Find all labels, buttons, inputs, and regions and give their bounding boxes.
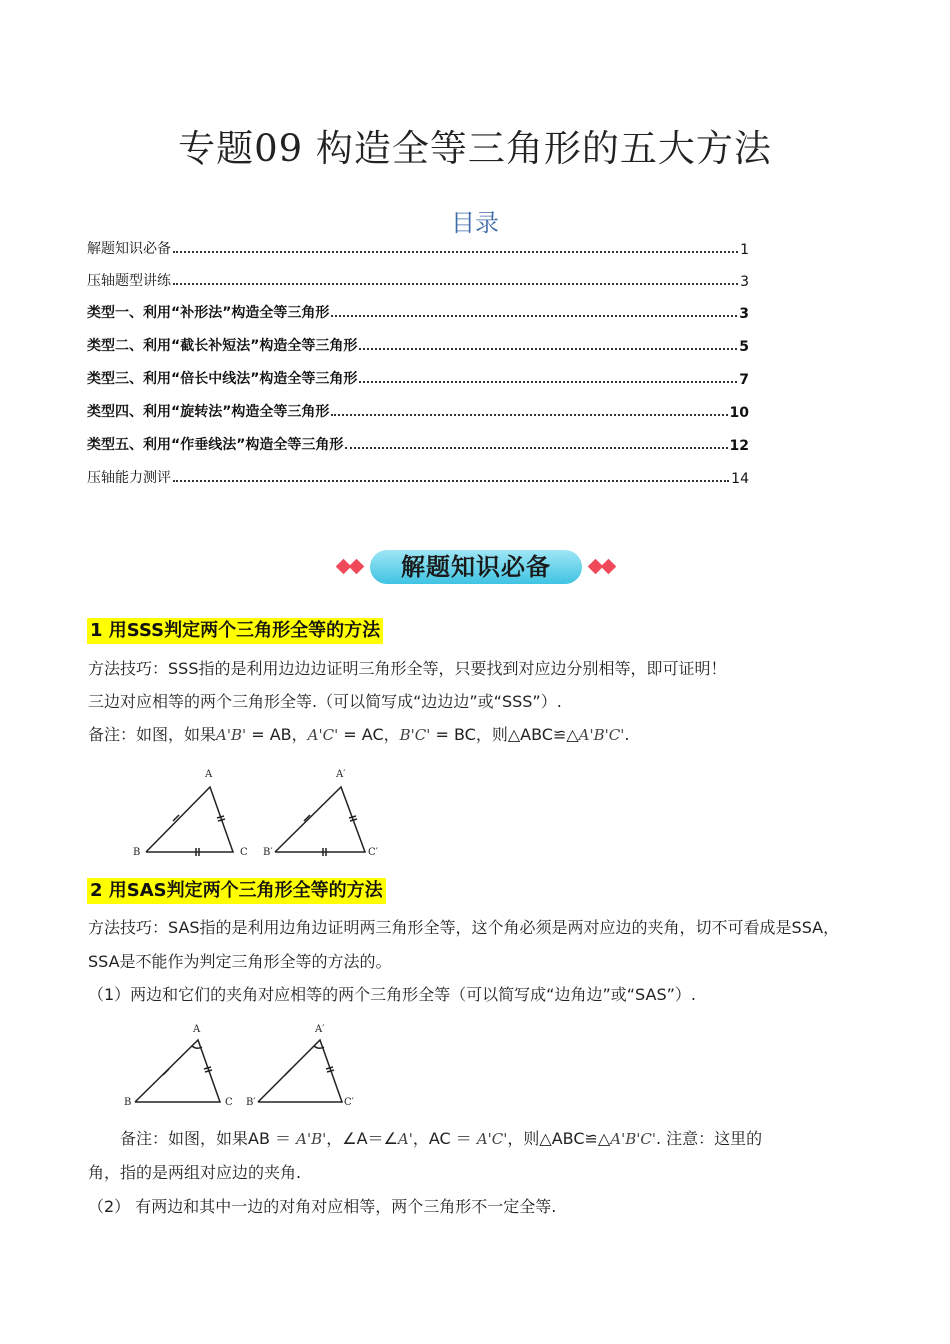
note-text: . (624, 725, 630, 744)
math-expression: A'C' (307, 726, 339, 744)
toc-entry[interactable] (87, 366, 749, 388)
toc-entry-page: 5 (739, 339, 749, 355)
sas-method-text: 方法技巧：SAS指的是利用边角边证明两三角形全等，这个角必须是两对应边的夹角，切不可看成是SSA，SSA是不能作为判定三角形全等的方法的。 (88, 918, 840, 971)
math-expression: A'B' (296, 1130, 327, 1148)
triangle-abc (135, 1040, 220, 1102)
note-text: ，AC ＝ (412, 1129, 477, 1148)
triangle-a2b2c2 (275, 787, 365, 856)
document-title: 专题09 构造全等三角形的五大方法 (178, 127, 772, 170)
note-text: = AB， (246, 725, 308, 744)
toc-entry-label: 类型三、利用“倍长中线法”构造全等三角形 (87, 371, 358, 387)
triangle-abc (146, 787, 233, 856)
toc-leader-dots (331, 413, 727, 416)
math-expression: A'C' (476, 1130, 508, 1148)
sas-remark: （2） 有两边和其中一边的对角对应相等，两个三角形不一定全等. (88, 1197, 557, 1216)
toc-entry-page: 3 (739, 306, 749, 322)
vertex-label-a: A (205, 769, 213, 780)
sss-rule-text: 三边对应相等的两个三角形全等.（可以简写成“边边边”或“SSS”）. (88, 692, 562, 711)
triangle-a2b2c2 (258, 1040, 342, 1102)
vertex-label-c-prime: C′ (344, 1097, 354, 1108)
toc-entry-page: 12 (729, 438, 749, 454)
toc-entry-label: 类型四、利用“旋转法”构造全等三角形 (87, 404, 330, 420)
sas-note-continued: 角，指的是两组对应边的夹角. (88, 1163, 302, 1182)
toc-leader-dots (173, 282, 738, 285)
toc-entry-page: 10 (729, 405, 749, 421)
toc-entry-label: 解题知识必备 (87, 241, 171, 257)
note-text: = AC， (338, 725, 400, 744)
note-text: . 注意：这里的 (655, 1129, 763, 1148)
toc-leader-dots (345, 446, 727, 449)
toc-entry[interactable] (87, 333, 749, 355)
note-text: = BC，则△ABC≌△ (430, 725, 579, 744)
toc-entry[interactable] (87, 268, 749, 290)
sss-figure (125, 762, 395, 862)
note-text: ，∠A＝∠ (326, 1129, 398, 1148)
diamond-icon (601, 559, 617, 575)
sas-figure (118, 1020, 368, 1115)
vertex-label-a: A (193, 1024, 201, 1035)
toc-entry[interactable] (87, 432, 749, 454)
note-text: 备注：如图，如果 (88, 725, 217, 744)
section-banner (336, 544, 620, 590)
toc-entry-label: 类型一、利用“补形法”构造全等三角形 (87, 305, 330, 321)
math-expression: B'C' (399, 726, 431, 744)
math-expression: A' (397, 1130, 413, 1148)
sas-section-heading: 2 用SAS判定两个三角形全等的方法 (87, 878, 386, 904)
vertex-label-b-prime: B′ (263, 847, 273, 858)
sas-rule-text: （1）两边和它们的夹角对应相等的两个三角形全等（可以简写成“边角边”或“SAS”）. (88, 985, 696, 1004)
sss-note (88, 724, 629, 746)
toc-entry-page: 14 (731, 471, 749, 487)
toc-entry[interactable] (87, 300, 749, 322)
toc-leader-dots (359, 347, 737, 350)
toc-entry-label: 压轴题型讲练 (87, 273, 171, 289)
toc-entry[interactable] (87, 236, 749, 258)
toc-entry-page: 1 (740, 242, 749, 258)
toc-leader-dots (359, 380, 737, 383)
toc-entry-page: 7 (739, 372, 749, 388)
vertex-label-c-prime: C′ (368, 847, 378, 858)
toc-leader-dots (173, 250, 738, 253)
vertex-label-a-prime: A′ (315, 1024, 325, 1035)
math-expression: A'B' (216, 726, 247, 744)
banner-text: 解题知识必备 (401, 553, 551, 581)
toc-entry[interactable] (87, 399, 749, 421)
toc-entry[interactable] (87, 465, 749, 487)
vertex-label-b: B (124, 1097, 132, 1108)
toc-heading: 目录 (451, 209, 499, 237)
vertex-label-a-prime: A′ (336, 769, 346, 780)
toc-entry-label: 类型二、利用“截长补短法”构造全等三角形 (87, 338, 358, 354)
toc-entry-label: 类型五、利用“作垂线法”构造全等三角形 (87, 437, 344, 453)
sss-method-text: 方法技巧：SSS指的是利用边边边证明三角形全等，只要找到对应边分别相等，即可证明！ (88, 659, 727, 678)
toc-leader-dots (331, 314, 737, 317)
diamond-icon (349, 559, 365, 575)
note-text: ，则△ABC≌△ (507, 1129, 611, 1148)
toc-leader-dots (173, 479, 729, 482)
vertex-label-b-prime: B′ (246, 1097, 256, 1108)
sas-note (120, 1128, 762, 1150)
sss-section-heading: 1 用SSS判定两个三角形全等的方法 (87, 618, 383, 644)
math-expression: A'B'C' (578, 726, 625, 744)
math-expression: A'B'C' (610, 1130, 656, 1148)
vertex-label-c: C (225, 1097, 233, 1108)
vertex-label-c: C (240, 847, 248, 858)
note-text: 备注：如图，如果AB ＝ (120, 1129, 297, 1148)
toc-entry-page: 3 (740, 274, 749, 290)
vertex-label-b: B (133, 847, 141, 858)
toc-entry-label: 压轴能力测评 (87, 470, 171, 486)
